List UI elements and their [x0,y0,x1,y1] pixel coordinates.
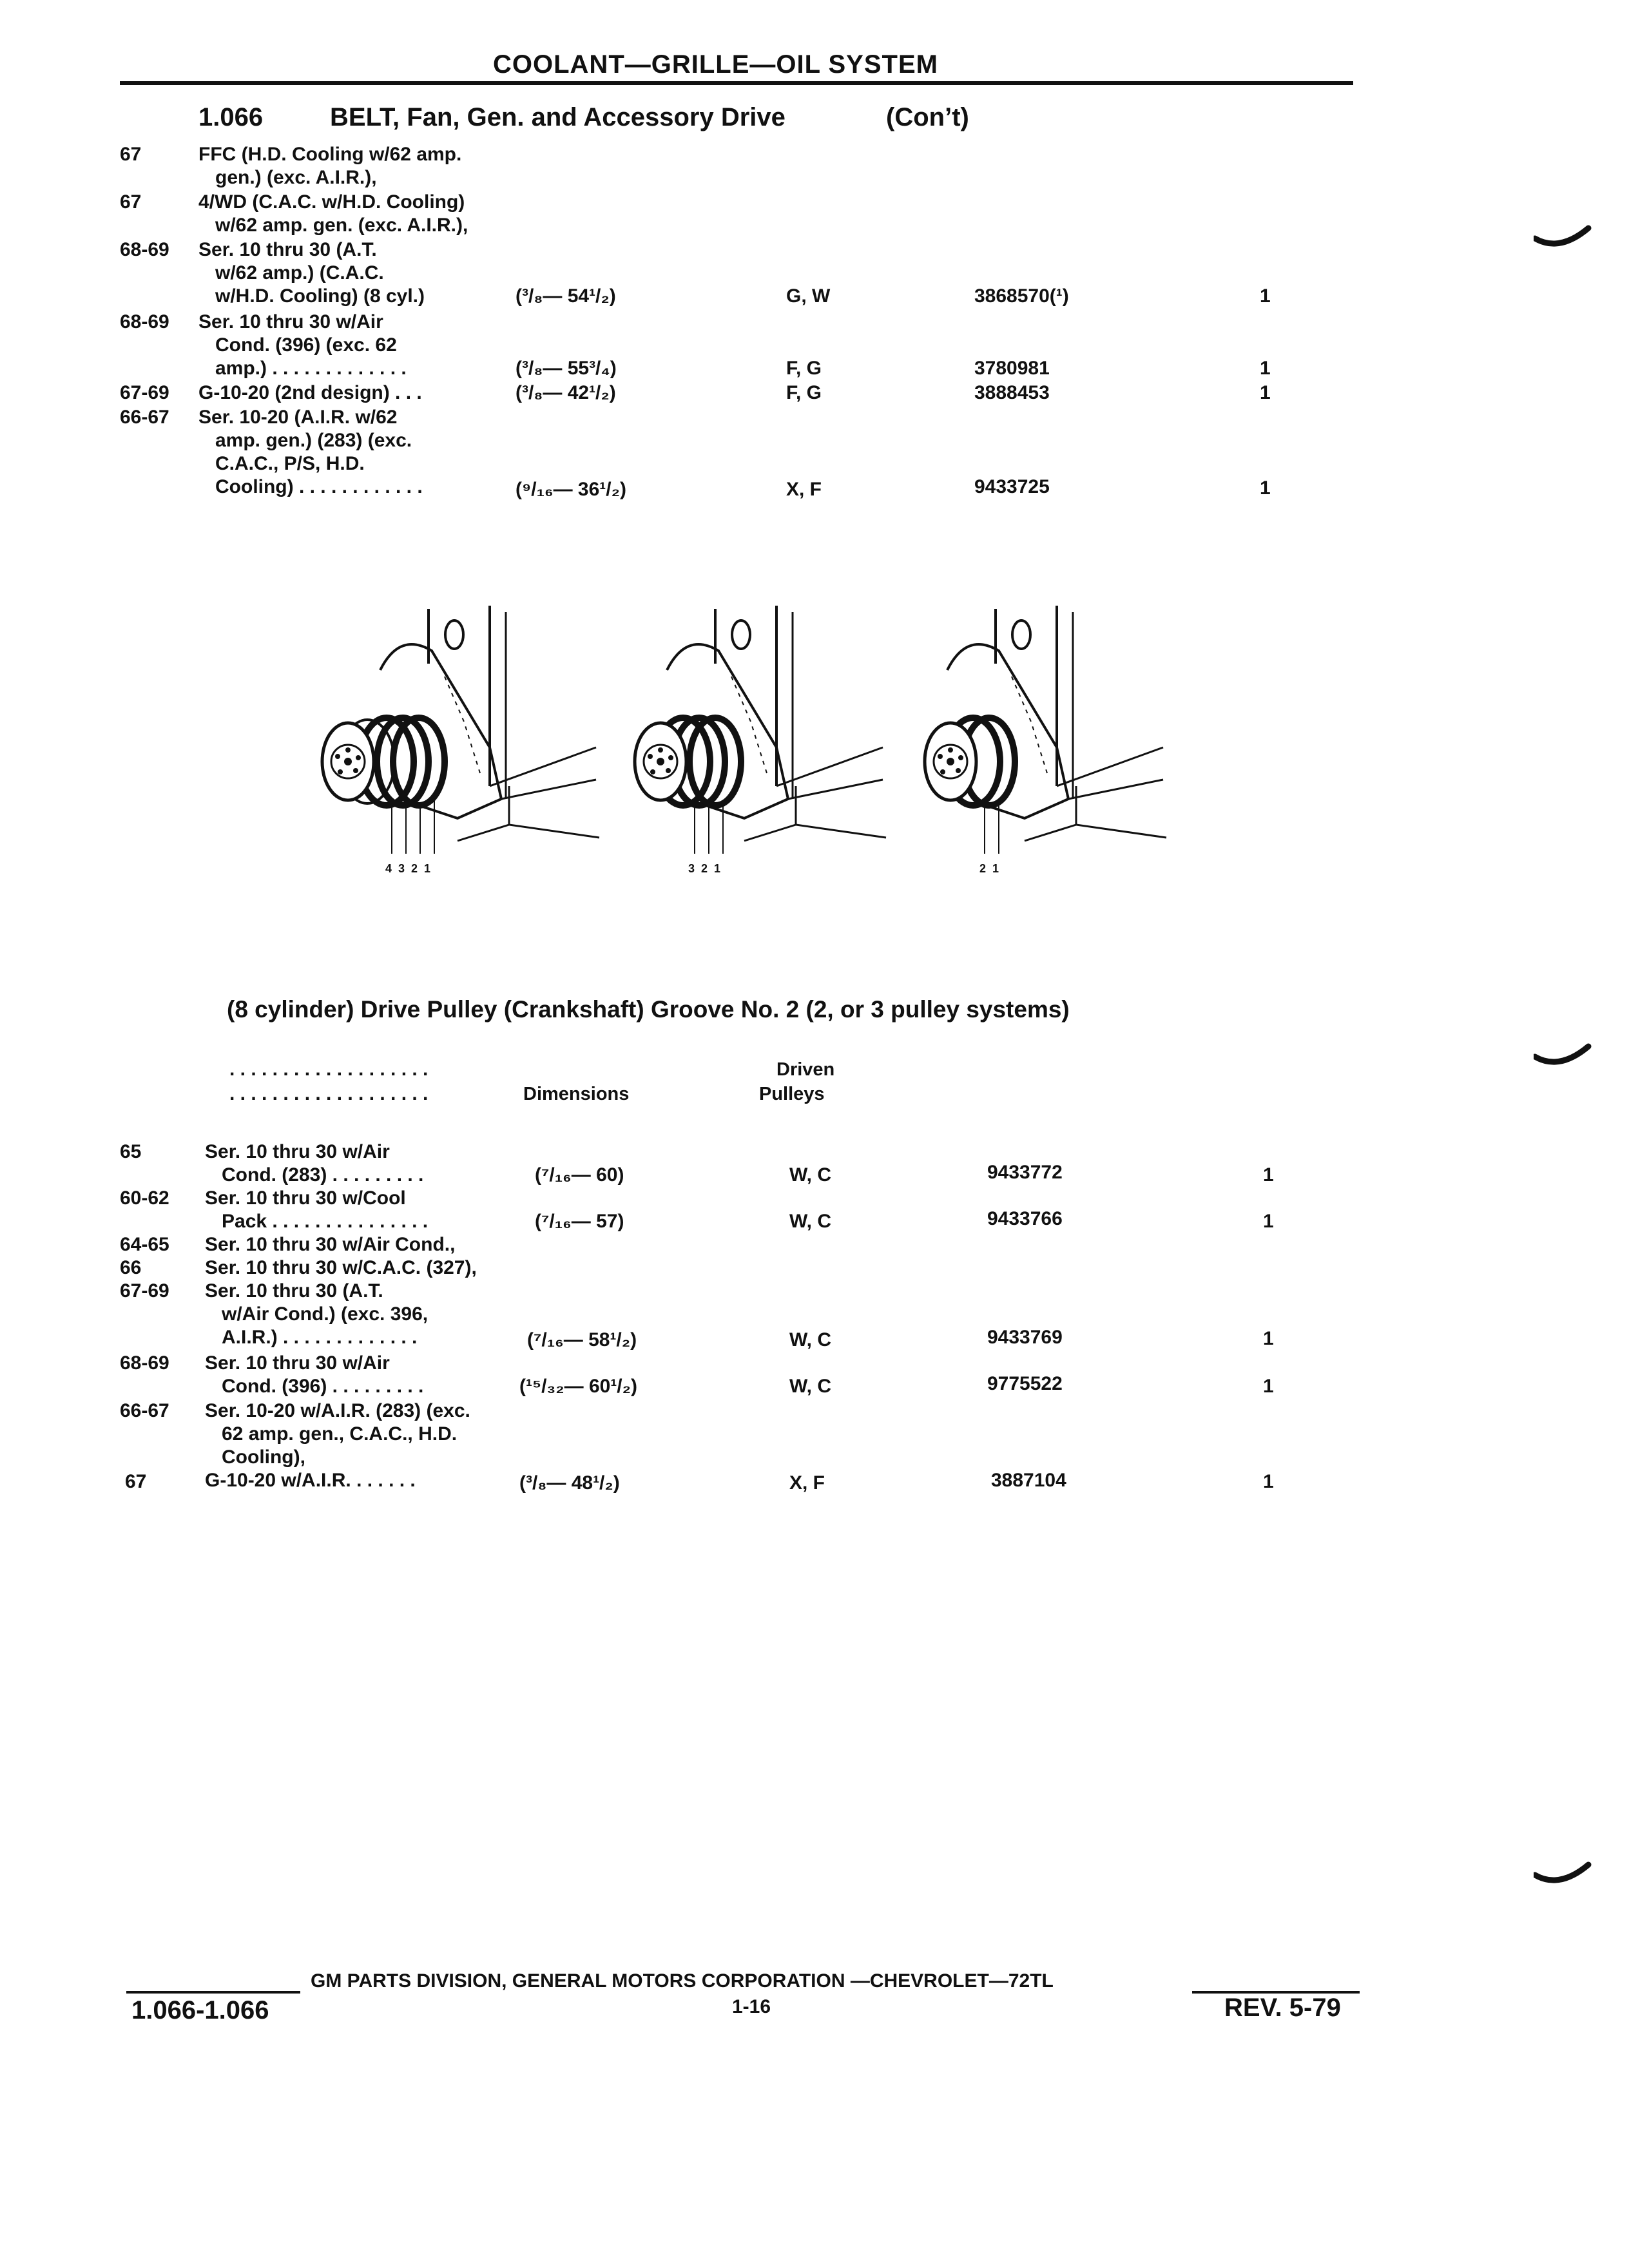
row-desc-line: Cooling) . . . . . . . . . . . . [215,476,423,497]
row-dimension: (⁷/₁₆— 58¹/₂) [527,1329,637,1350]
row-desc-line: w/62 amp. gen. (exc. A.I.R.), [215,215,468,236]
row-part-number: 9433769 [987,1327,1063,1348]
row-desc-line: w/62 amp.) (C.A.C. [215,262,384,284]
page-header-title: COOLANT—GRILLE—OIL SYSTEM [493,50,938,79]
row-quantity: 1 [1263,1471,1274,1492]
row-year: 65 [120,1141,142,1162]
row-pulleys: F, G [786,358,822,379]
row-desc-line: C.A.C., P/S, H.D. [215,453,365,474]
row-dimension: (³/₈— 54¹/₂) [516,285,616,307]
row-part-number: 9775522 [987,1373,1063,1394]
row-dimension: (⁷/₁₆— 60) [535,1164,624,1186]
row-quantity: 1 [1260,358,1271,379]
footer-section-range: 1.066-1.066 [131,1996,269,2024]
groove-label: 1 [714,862,721,875]
groove-label: 2 [979,862,987,875]
row-desc-line: 62 amp. gen., C.A.C., H.D. [222,1423,458,1445]
row-part-number: 3888453 [974,382,1050,403]
groove-label: 2 [411,862,418,875]
row-desc-line: Ser. 10 thru 30 w/C.A.C. (327), [205,1257,477,1278]
pulley-assembly-2 [635,606,886,854]
section-suffix: (Con’t) [886,103,969,131]
row-desc-line: w/Air Cond.) (exc. 396, [222,1303,429,1325]
row-desc-line: G-10-20 (2nd design) . . . [198,382,422,403]
row-quantity: 1 [1263,1376,1274,1397]
row-pulleys: W, C [789,1211,831,1232]
row-quantity: 1 [1260,285,1271,307]
row-pulleys: X, F [789,1472,825,1494]
row-dimension: (³/₈— 55³/₄) [516,358,617,379]
section-number: 1.066 [198,103,264,131]
row-part-number: 3780981 [974,358,1050,379]
row-desc-line: Ser. 10 thru 30 w/Cool [205,1187,406,1209]
row-desc-line: Ser. 10 thru 30 w/Air [205,1352,390,1374]
row-desc-line: FFC (H.D. Cooling w/62 amp. [198,144,462,165]
row-quantity: 1 [1260,477,1271,499]
row-year: 67-69 [120,1280,169,1302]
groove-label: 1 [992,862,999,875]
row-year: 66-67 [120,407,169,428]
pulley-3-labels [979,862,999,876]
row-year: 64-65 [120,1234,169,1255]
row-dimension: (⁷/₁₆— 57) [535,1211,624,1232]
section-title: BELT, Fan, Gen. and Accessory Drive [330,103,786,131]
pulley-1-labels [385,862,430,876]
binder-mark [1534,1037,1592,1076]
row-desc-line: Ser. 10 thru 30 w/Air [198,311,383,332]
pulley-assembly-3 [925,606,1166,854]
groove-label: 3 [688,862,695,875]
row-desc-line: Ser. 10-20 w/A.I.R. (283) (exc. [205,1400,470,1421]
row-desc-line: Ser. 10 thru 30 (A.T. [205,1280,383,1302]
row-dimension: (¹⁵/₃₂— 60¹/₂) [519,1376,637,1397]
row-desc-line: Cond. (283) . . . . . . . . . [222,1164,424,1186]
binder-mark [1534,1856,1592,1894]
footer-page-number: 1-16 [732,1996,771,2017]
row-pulleys: F, G [786,382,822,403]
groove-label: 1 [424,862,431,875]
row-pulleys: G, W [786,285,831,307]
leader-dots: . . . . . . . . . . . . . . . . . . . [229,1083,429,1104]
row-desc-line: 4/WD (C.A.C. w/H.D. Cooling) [198,191,465,213]
row-desc-line: Cond. (396) . . . . . . . . . [222,1376,424,1397]
row-year: 68-69 [120,1352,169,1374]
row-pulleys: X, F [786,479,822,500]
groove-label: 2 [701,862,708,875]
row-part-number: 9433725 [974,476,1050,497]
row-dimension: (³/₈— 42¹/₂) [516,382,616,403]
row-part-number: 3887104 [991,1470,1066,1491]
leader-dots: . . . . . . . . . . . . . . . . . . . [229,1059,429,1080]
row-dimension: (⁹/₁₆— 36¹/₂) [516,479,626,500]
row-year: 67 [120,144,142,165]
row-desc-line: amp. gen.) (283) (exc. [215,430,412,451]
binder-mark [1534,219,1592,258]
column-header-pulleys: Pulleys [759,1084,825,1104]
pulley-illustration [296,593,1211,896]
row-desc-line: A.I.R.) . . . . . . . . . . . . . [222,1327,418,1348]
row-year: 60-62 [120,1187,169,1209]
footer-revision: REV. 5-79 [1224,1994,1341,2022]
row-desc-line: w/H.D. Cooling) (8 cyl.) [215,285,425,307]
pulley-2-labels [688,862,720,876]
row-desc-line: Ser. 10 thru 30 w/Air Cond., [205,1234,456,1255]
row-quantity: 1 [1263,1164,1274,1186]
row-year: 67 [125,1471,147,1492]
row-year: 68-69 [120,239,169,260]
row-part-number: 3868570(¹) [974,285,1069,307]
row-year: 68-69 [120,311,169,332]
row-year: 67 [120,191,142,213]
column-header-dimensions: Dimensions [523,1084,630,1104]
row-desc-line: Cooling), [222,1446,305,1468]
header-rule [120,81,1353,85]
row-year: 67-69 [120,382,169,403]
footer-publisher: GM PARTS DIVISION, GENERAL MOTORS CORPORATION —CHEVROLET—72TL [311,1970,1054,1992]
row-year: 66 [120,1257,142,1278]
row-quantity: 1 [1263,1211,1274,1232]
column-header-driven: Driven [776,1059,835,1080]
row-desc-line: amp.) . . . . . . . . . . . . . [215,358,407,379]
row-desc-line: Ser. 10 thru 30 w/Air [205,1141,390,1162]
row-quantity: 1 [1260,382,1271,403]
row-pulleys: W, C [789,1329,831,1350]
row-year: 66-67 [120,1400,169,1421]
subsection-title: (8 cylinder) Drive Pulley (Crankshaft) Groove No. 2 (2, or 3 pulley systems) [227,996,1070,1023]
row-desc-line: Pack . . . . . . . . . . . . . . . [222,1211,429,1232]
groove-label: 4 [385,862,392,875]
row-pulleys: W, C [789,1164,831,1186]
row-desc-line: Ser. 10 thru 30 (A.T. [198,239,377,260]
row-desc-line: Cond. (396) (exc. 62 [215,334,397,356]
row-part-number: 9433766 [987,1208,1063,1229]
groove-label: 3 [398,862,405,875]
row-quantity: 1 [1263,1328,1274,1349]
row-pulleys: W, C [789,1376,831,1397]
footer-rule-left [126,1991,300,1994]
pulley-assembly-1 [322,606,599,854]
row-part-number: 9433772 [987,1162,1063,1183]
row-dimension: (³/₈— 48¹/₂) [519,1472,620,1494]
row-desc-line: Ser. 10-20 (A.I.R. w/62 [198,407,398,428]
row-desc-line: G-10-20 w/A.I.R. . . . . . . [205,1470,416,1491]
row-desc-line: gen.) (exc. A.I.R.), [215,167,377,188]
